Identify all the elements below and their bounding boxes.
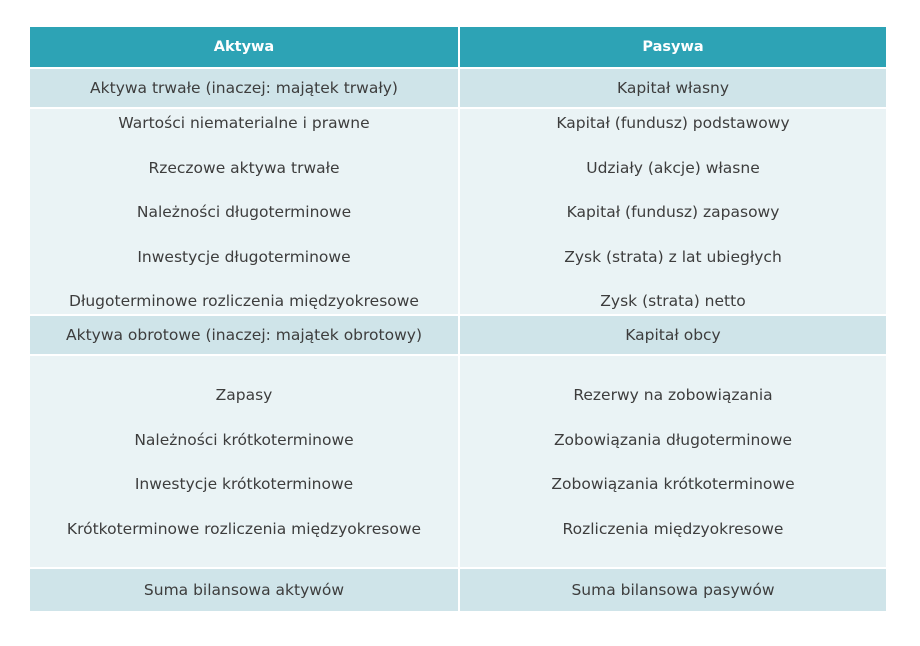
list-item: Kapitał (fundusz) podstawowy [556, 114, 790, 132]
list-item: Inwestycje długoterminowe [137, 247, 351, 266]
list-item: Długoterminowe rozliczenia międzyokresowe [69, 292, 419, 310]
items-row-current-assets [30, 354, 886, 567]
totals-row [30, 567, 886, 611]
section-row-current-assets [30, 314, 886, 354]
list-item: Udziały (akcje) własne [586, 158, 760, 177]
header-assets: Aktywa [213, 39, 275, 55]
fixed-assets-title: Aktywa trwałe (inaczej: majątek trwały) [90, 79, 398, 97]
list-item: Zapasy [215, 386, 273, 404]
header-liabilities: Pasywa [458, 27, 886, 67]
list-item: Rzeczowe aktywa trwałe [148, 158, 340, 177]
current-assets-title: Aktywa obrotowe (inaczej: majątek obrotowy) [65, 326, 422, 344]
current-assets-list [30, 356, 458, 567]
foreign-capital-list [458, 356, 886, 567]
list-item: Wartości niematerialne i prawne [118, 114, 370, 132]
list-item: Krótkoterminowe rozliczenia międzyokresowe [66, 519, 422, 538]
total-liabilities: Suma bilansowa pasywów [458, 569, 886, 611]
items-row-fixed-assets [30, 107, 886, 314]
list-item: Zysk (strata) z lat ubiegłych [564, 247, 782, 266]
list-item: Zysk (strata) netto [600, 292, 746, 310]
section-row-fixed-assets [30, 67, 886, 107]
list-item: Należności krótkoterminowe [134, 430, 354, 449]
fixed-assets-list [30, 109, 458, 314]
equity-list [458, 109, 886, 314]
total-assets: Suma bilansowa aktywów [143, 581, 345, 599]
equity-title: Kapitał własny [458, 69, 886, 107]
list-item: Kapitał (fundusz) zapasowy [566, 203, 780, 221]
table-header-row [30, 27, 886, 67]
foreign-capital-title: Kapitał obcy [458, 316, 886, 354]
list-item: Zobowiązania długoterminowe [553, 430, 793, 449]
list-item: Inwestycje krótkoterminowe [134, 475, 354, 493]
list-item: Należności długoterminowe [136, 203, 352, 221]
list-item: Rozliczenia międzyokresowe [562, 519, 784, 538]
list-item: Zobowiązania krótkoterminowe [551, 475, 795, 493]
list-item: Rezerwy na zobowiązania [573, 386, 773, 404]
balance-sheet-table [30, 27, 886, 611]
